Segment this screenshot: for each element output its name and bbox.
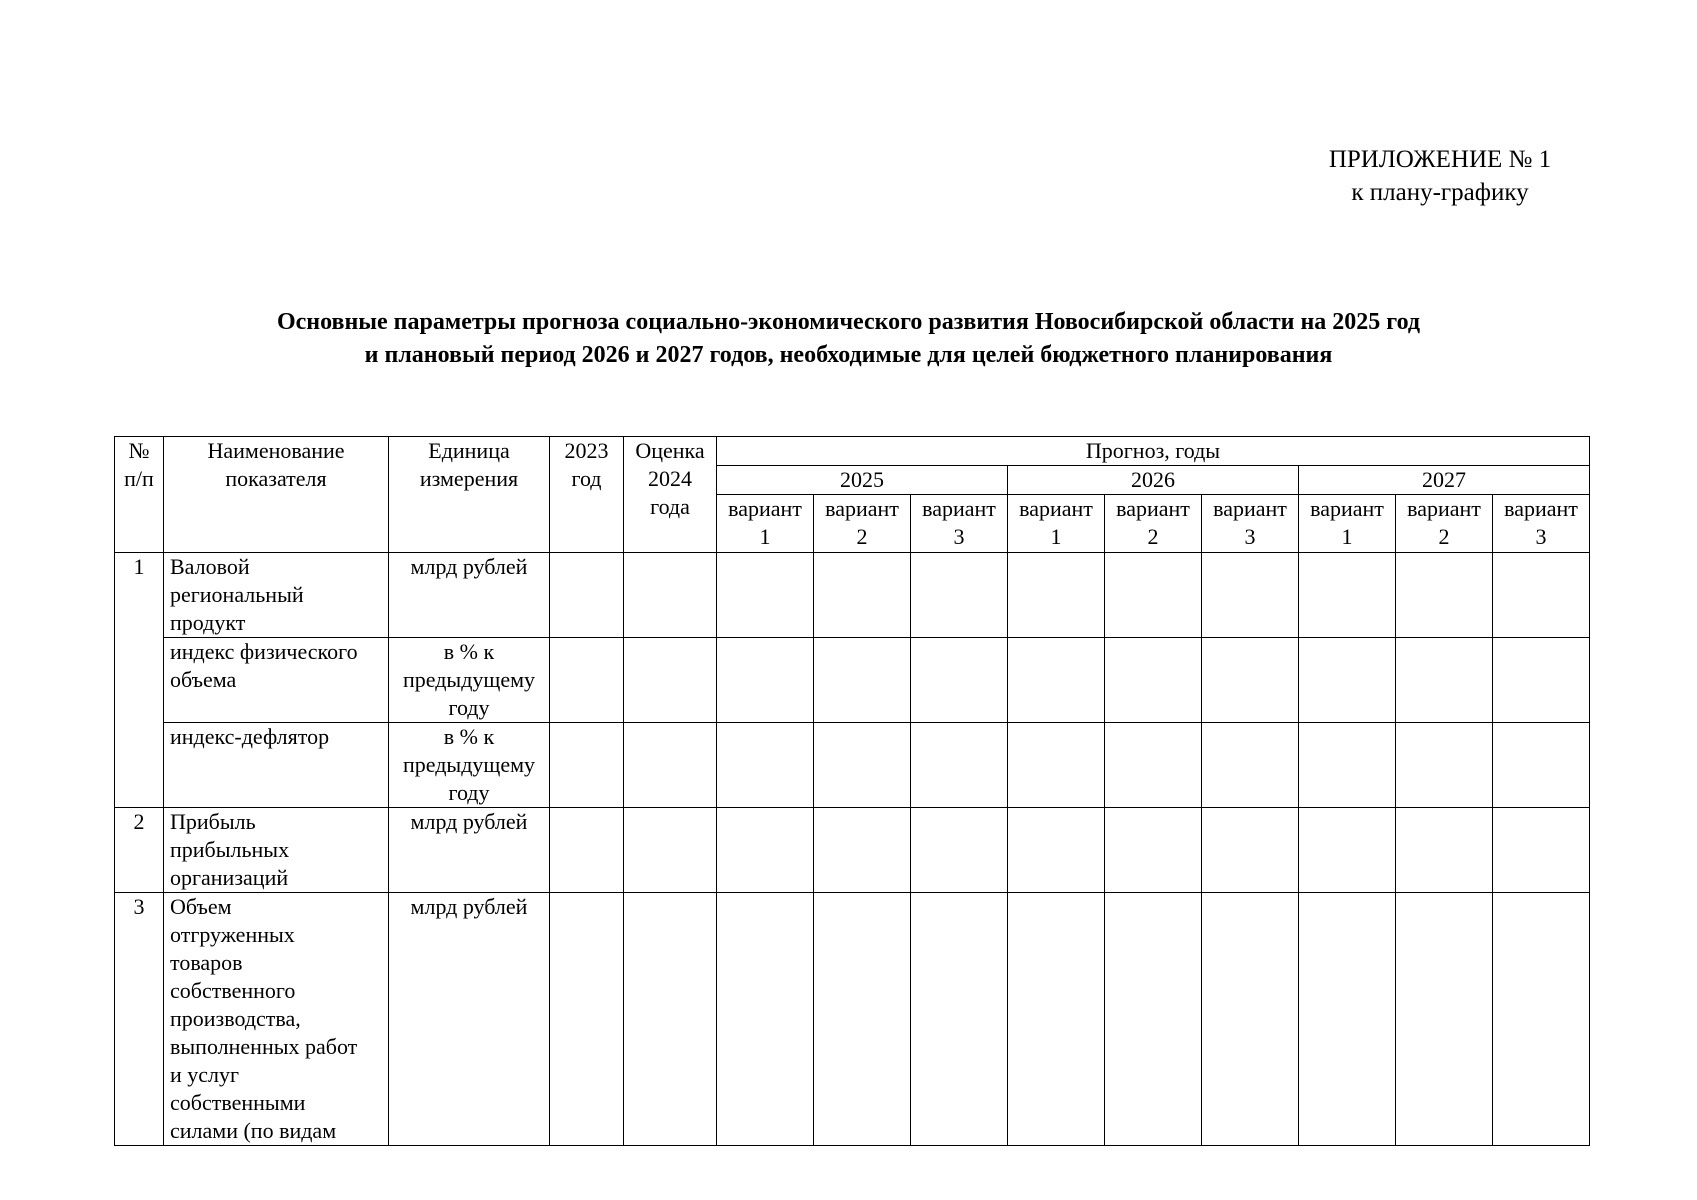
header-variant bbox=[1396, 495, 1493, 553]
value-cell-forecast bbox=[911, 808, 1008, 893]
value-cell-2023 bbox=[550, 893, 624, 1146]
value-cell-forecast bbox=[911, 723, 1008, 808]
table-row bbox=[115, 553, 1590, 638]
variant-number: 2 bbox=[1438, 524, 1450, 549]
header-text: год bbox=[571, 466, 602, 491]
variant-number: 1 bbox=[1341, 524, 1353, 549]
row-number: 1 bbox=[115, 553, 164, 808]
header-2024-estimate bbox=[624, 437, 717, 553]
value-cell-forecast bbox=[814, 723, 911, 808]
value-cell-forecast bbox=[1493, 808, 1590, 893]
value-cell-2023 bbox=[550, 808, 624, 893]
row-name-line: прибыльных bbox=[170, 837, 290, 862]
value-cell-2024 bbox=[624, 553, 717, 638]
value-cell-forecast bbox=[911, 553, 1008, 638]
value-cell-forecast bbox=[1299, 723, 1396, 808]
row-name-line: Валовой bbox=[170, 554, 250, 579]
value-cell-forecast bbox=[1299, 553, 1396, 638]
row-name-line: силами (по видам bbox=[170, 1118, 337, 1143]
header-variant bbox=[814, 495, 911, 553]
value-cell-forecast bbox=[1299, 638, 1396, 723]
variant-word: вариант bbox=[1310, 496, 1384, 521]
value-cell-forecast bbox=[1105, 553, 1202, 638]
header-variant bbox=[1202, 495, 1299, 553]
header-row bbox=[115, 437, 1590, 466]
row-name-line: производства, bbox=[170, 1006, 301, 1031]
variant-number: 1 bbox=[759, 524, 771, 549]
variant-number: 2 bbox=[856, 524, 868, 549]
row-name-line: отгруженных bbox=[170, 922, 295, 947]
row-unit-line: в % к bbox=[443, 639, 495, 664]
header-number bbox=[115, 437, 164, 553]
value-cell-forecast bbox=[1202, 723, 1299, 808]
row-unit-line: предыдущему bbox=[402, 667, 536, 692]
row-unit bbox=[389, 638, 550, 723]
variant-number: 1 bbox=[1050, 524, 1062, 549]
value-cell-2023 bbox=[550, 638, 624, 723]
row-name-line: выполненных работ bbox=[170, 1034, 358, 1059]
forecast-table bbox=[114, 436, 1590, 1146]
header-text: 2023 bbox=[564, 438, 609, 463]
value-cell-forecast bbox=[1202, 553, 1299, 638]
value-cell-2023 bbox=[550, 553, 624, 638]
row-unit bbox=[389, 893, 550, 1146]
variant-word: вариант bbox=[1504, 496, 1578, 521]
header-year: 2027 bbox=[1299, 466, 1590, 495]
value-cell-forecast bbox=[1202, 638, 1299, 723]
row-indicator-name bbox=[164, 638, 389, 723]
row-number: 3 bbox=[115, 893, 164, 1146]
header-text: 2024 bbox=[648, 466, 692, 491]
row-name-line: организаций bbox=[170, 865, 289, 890]
header-text: п/п bbox=[124, 466, 154, 491]
value-cell-forecast bbox=[717, 553, 814, 638]
value-cell-forecast bbox=[1396, 723, 1493, 808]
value-cell-forecast bbox=[717, 638, 814, 723]
value-cell-forecast bbox=[1105, 893, 1202, 1146]
value-cell-forecast bbox=[814, 638, 911, 723]
value-cell-forecast bbox=[814, 808, 911, 893]
value-cell-2024 bbox=[624, 808, 717, 893]
row-unit bbox=[389, 723, 550, 808]
value-cell-forecast bbox=[1396, 808, 1493, 893]
header-text: измерения bbox=[419, 466, 519, 491]
value-cell-forecast bbox=[717, 808, 814, 893]
row-name-line: собственного bbox=[170, 978, 296, 1003]
value-cell-forecast bbox=[1008, 553, 1105, 638]
variant-number: 3 bbox=[1535, 524, 1547, 549]
value-cell-forecast bbox=[1493, 638, 1590, 723]
row-unit-line: предыдущему bbox=[402, 752, 536, 777]
header-year: 2026 bbox=[1008, 466, 1299, 495]
table-row bbox=[115, 638, 1590, 723]
header-variant bbox=[717, 495, 814, 553]
variant-word: вариант bbox=[1019, 496, 1093, 521]
header-text: года bbox=[650, 494, 690, 519]
header-text: Наименование bbox=[207, 438, 345, 463]
value-cell-forecast bbox=[1299, 893, 1396, 1146]
variant-number: 3 bbox=[1244, 524, 1256, 549]
value-cell-2024 bbox=[624, 638, 717, 723]
row-name-line: объема bbox=[170, 667, 237, 692]
value-cell-forecast bbox=[911, 638, 1008, 723]
variant-word: вариант bbox=[1407, 496, 1481, 521]
header-variant bbox=[1299, 495, 1396, 553]
header-variant bbox=[1105, 495, 1202, 553]
header-variant bbox=[1493, 495, 1590, 553]
table-row bbox=[115, 893, 1590, 1146]
value-cell-forecast bbox=[1008, 808, 1105, 893]
value-cell-forecast bbox=[717, 893, 814, 1146]
variant-word: вариант bbox=[1116, 496, 1190, 521]
value-cell-forecast bbox=[814, 553, 911, 638]
value-cell-forecast bbox=[911, 893, 1008, 1146]
value-cell-forecast bbox=[1299, 808, 1396, 893]
appendix-line-1: ПРИЛОЖЕНИЕ № 1 bbox=[1328, 146, 1552, 173]
value-cell-forecast bbox=[1493, 893, 1590, 1146]
row-name-line: продукт bbox=[170, 610, 246, 635]
row-name-line: индекс физического bbox=[170, 639, 358, 664]
header-text: показателя bbox=[225, 466, 327, 491]
row-indicator-name bbox=[164, 808, 389, 893]
value-cell-forecast bbox=[814, 893, 911, 1146]
row-indicator-name bbox=[164, 723, 389, 808]
header-variant bbox=[911, 495, 1008, 553]
row-unit-line: году bbox=[448, 695, 490, 720]
value-cell-forecast bbox=[1008, 723, 1105, 808]
variant-word: вариант bbox=[1213, 496, 1287, 521]
row-name-line: Прибыль bbox=[170, 809, 256, 834]
row-unit bbox=[389, 553, 550, 638]
value-cell-forecast bbox=[1396, 638, 1493, 723]
value-cell-forecast bbox=[1008, 893, 1105, 1146]
value-cell-forecast bbox=[1493, 553, 1590, 638]
row-unit-line: году bbox=[448, 780, 490, 805]
value-cell-forecast bbox=[1396, 893, 1493, 1146]
value-cell-forecast bbox=[1008, 638, 1105, 723]
table-row bbox=[115, 808, 1590, 893]
title-line-1: Основные параметры прогноза социально-экономического развития Новосибирской области на 2025 год bbox=[276, 309, 1421, 335]
table-row bbox=[115, 723, 1590, 808]
row-unit-line: млрд рублей bbox=[410, 809, 528, 834]
value-cell-forecast bbox=[717, 723, 814, 808]
value-cell-forecast bbox=[1105, 638, 1202, 723]
value-cell-2024 bbox=[624, 723, 717, 808]
row-name-line: товаров bbox=[170, 950, 243, 975]
header-unit bbox=[389, 437, 550, 553]
value-cell-forecast bbox=[1493, 723, 1590, 808]
value-cell-2023 bbox=[550, 723, 624, 808]
value-cell-forecast bbox=[1202, 893, 1299, 1146]
variant-number: 2 bbox=[1147, 524, 1159, 549]
row-name-line: собственными bbox=[170, 1090, 306, 1115]
value-cell-forecast bbox=[1202, 808, 1299, 893]
row-unit bbox=[389, 808, 550, 893]
row-indicator-name bbox=[164, 893, 389, 1146]
appendix-label bbox=[1290, 143, 1590, 209]
header-2023 bbox=[550, 437, 624, 553]
row-unit-line: млрд рублей bbox=[410, 894, 528, 919]
header-variant bbox=[1008, 495, 1105, 553]
value-cell-2024 bbox=[624, 893, 717, 1146]
row-name-line: Объем bbox=[170, 894, 232, 919]
header-text: № bbox=[128, 438, 150, 463]
row-unit-line: млрд рублей bbox=[410, 554, 528, 579]
header-text: Единица bbox=[428, 438, 510, 463]
document-title bbox=[100, 306, 1597, 372]
variant-word: вариант bbox=[922, 496, 996, 521]
header-forecast: Прогноз, годы bbox=[717, 437, 1590, 466]
row-name-line: региональный bbox=[170, 582, 304, 607]
row-number: 2 bbox=[115, 808, 164, 893]
row-unit-line: в % к bbox=[443, 724, 495, 749]
header-year: 2025 bbox=[717, 466, 1008, 495]
value-cell-forecast bbox=[1105, 808, 1202, 893]
value-cell-forecast bbox=[1105, 723, 1202, 808]
variant-number: 3 bbox=[953, 524, 965, 549]
header-text: Оценка bbox=[635, 438, 705, 463]
row-name-line: индекс-дефлятор bbox=[170, 724, 330, 749]
header-indicator-name bbox=[164, 437, 389, 553]
variant-word: вариант bbox=[728, 496, 802, 521]
appendix-line-2: к плану-графику bbox=[1351, 179, 1529, 206]
value-cell-forecast bbox=[1396, 553, 1493, 638]
row-indicator-name bbox=[164, 553, 389, 638]
title-line-2: и плановый период 2026 и 2027 годов, необходимые для целей бюджетного планирования bbox=[364, 342, 1333, 368]
variant-word: вариант bbox=[825, 496, 899, 521]
row-name-line: и услуг bbox=[170, 1062, 240, 1087]
